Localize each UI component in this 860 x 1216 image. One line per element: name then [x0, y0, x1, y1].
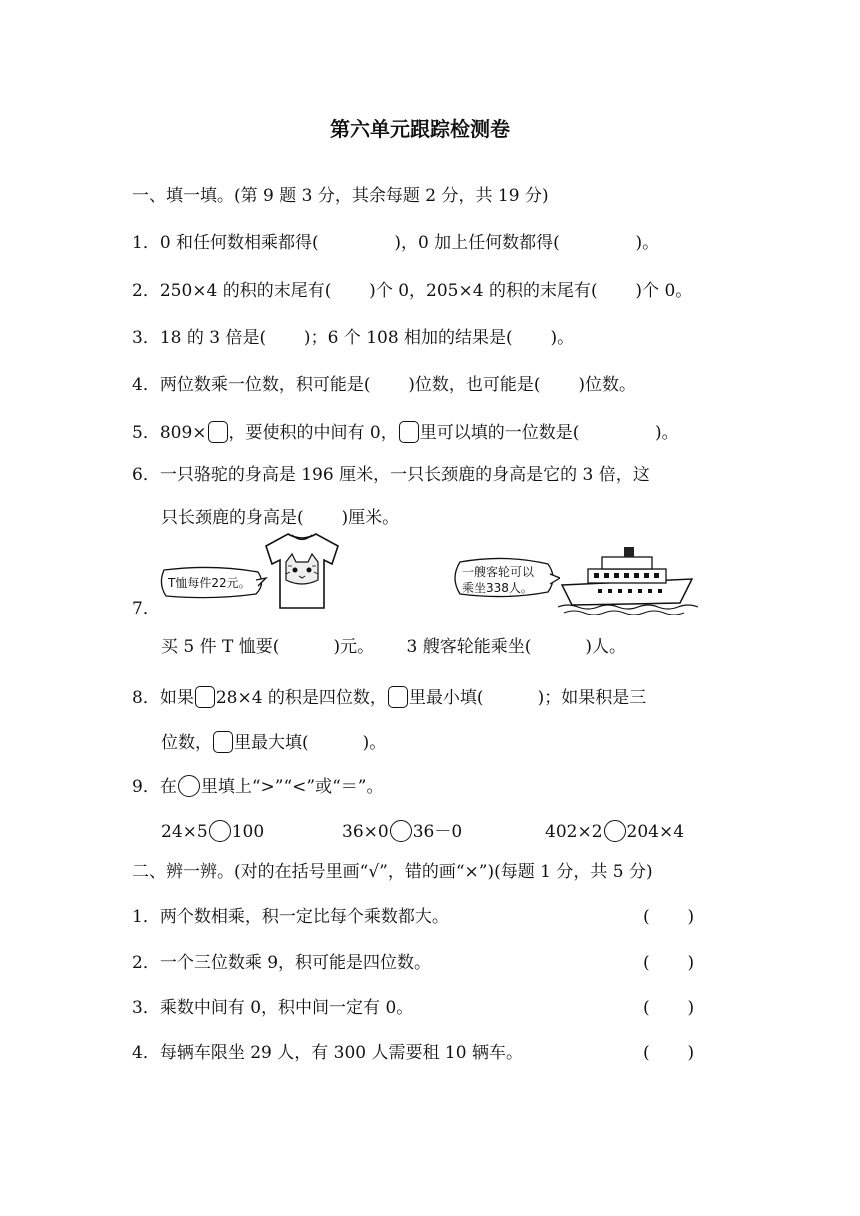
- question-7-answers: 买 5 件 T 恤要( )元。 3 艘客轮能乘坐( )人。: [161, 637, 627, 657]
- expr-left: 402×2: [545, 822, 603, 842]
- expr-left: 36×0: [342, 822, 389, 842]
- question-6-line-1: 6．一只骆驼的身高是 196 厘米，一只长颈鹿的身高是它的 3 倍，这: [132, 465, 650, 485]
- compare-circle[interactable]: [604, 820, 626, 842]
- answer-box[interactable]: [399, 421, 419, 443]
- compare-circle[interactable]: [209, 820, 231, 842]
- answer-box[interactable]: [208, 421, 228, 443]
- q5-text-a: 5．809×: [132, 423, 207, 443]
- q9-expression-2: [342, 820, 462, 843]
- question-7-number: 7．: [132, 599, 160, 619]
- ship-picture: [558, 545, 698, 615]
- compare-circle[interactable]: [178, 775, 200, 797]
- question-8-line-2: [161, 731, 386, 754]
- section1-heading: 一、填一填。(第 9 题 3 分，其余每题 2 分，共 19 分): [132, 186, 549, 206]
- q9-text-b: 里填上“>”“<”或“＝”。: [200, 777, 384, 797]
- q9-text-a: 9．在: [132, 777, 177, 797]
- answer-box[interactable]: [388, 686, 408, 708]
- q8-text-d: 位数，: [161, 733, 212, 753]
- q9-expression-1: [161, 820, 264, 843]
- section2-heading: 二、辨一辨。(对的在括号里画“√”，错的画“×”)(每题 1 分，共 5 分): [132, 862, 653, 882]
- q8-text-b: 28×4 的积是四位数，: [215, 688, 387, 708]
- tshirt-picture: [262, 530, 342, 612]
- judge-item-2: 2．一个三位数乘 9，积可能是四位数。: [132, 953, 432, 973]
- judge-item-4: 4．每辆车限坐 29 人，有 300 人需要租 10 辆车。: [132, 1043, 523, 1063]
- q5-text-b: ，要使积的中间有 0，: [228, 423, 398, 443]
- tshirt-price-text: T恤每件22元。: [168, 576, 251, 590]
- ship-capacity-text-2: 乘坐338人。: [462, 581, 533, 595]
- answer-box[interactable]: [195, 686, 215, 708]
- q8-text-c: 里最小填( )；如果积是三: [408, 688, 647, 708]
- question-4: 4．两位数乘一位数，积可能是( )位数，也可能是( )位数。: [132, 375, 636, 395]
- answer-box[interactable]: [213, 731, 233, 753]
- expr-right: 36－0: [412, 822, 463, 842]
- judge-item-1: 1．两个数相乘，积一定比每个乘数都大。: [132, 907, 449, 927]
- q8-text-e: 里最大填( )。: [234, 733, 387, 753]
- expr-right: 204×4: [626, 822, 685, 842]
- question-6-line-2: 只长颈鹿的身高是( )厘米。: [161, 508, 400, 528]
- question-8-line-1: [132, 686, 646, 709]
- expr-right: 100: [231, 822, 265, 842]
- judge-paren-1[interactable]: ( ): [643, 907, 695, 927]
- compare-circle[interactable]: [390, 820, 412, 842]
- expr-left: 24×5: [161, 822, 208, 842]
- question-3: 3．18 的 3 倍是( )；6 个 108 相加的结果是( )。: [132, 328, 575, 348]
- judge-paren-3[interactable]: ( ): [643, 998, 695, 1018]
- question-2: 2．250×4 的积的末尾有( )个 0，205×4 的积的末尾有( )个 0。: [132, 281, 693, 301]
- judge-paren-4[interactable]: ( ): [643, 1043, 695, 1063]
- judge-paren-2[interactable]: ( ): [643, 953, 695, 973]
- question-1: 1．0 和任何数相乘都得( )，0 加上任何数都得( )。: [132, 233, 660, 253]
- q5-text-c: 里可以填的一位数是( )。: [419, 423, 679, 443]
- q8-text-a: 8．如果: [132, 688, 194, 708]
- page-title: 第六单元跟踪检测卷: [330, 117, 510, 141]
- ship-capacity-text-1: 一艘客轮可以: [462, 565, 535, 579]
- question-5: [132, 421, 679, 444]
- q9-expression-3: [545, 820, 684, 843]
- question-9: [132, 775, 383, 798]
- judge-item-3: 3．乘数中间有 0，积中间一定有 0。: [132, 998, 414, 1018]
